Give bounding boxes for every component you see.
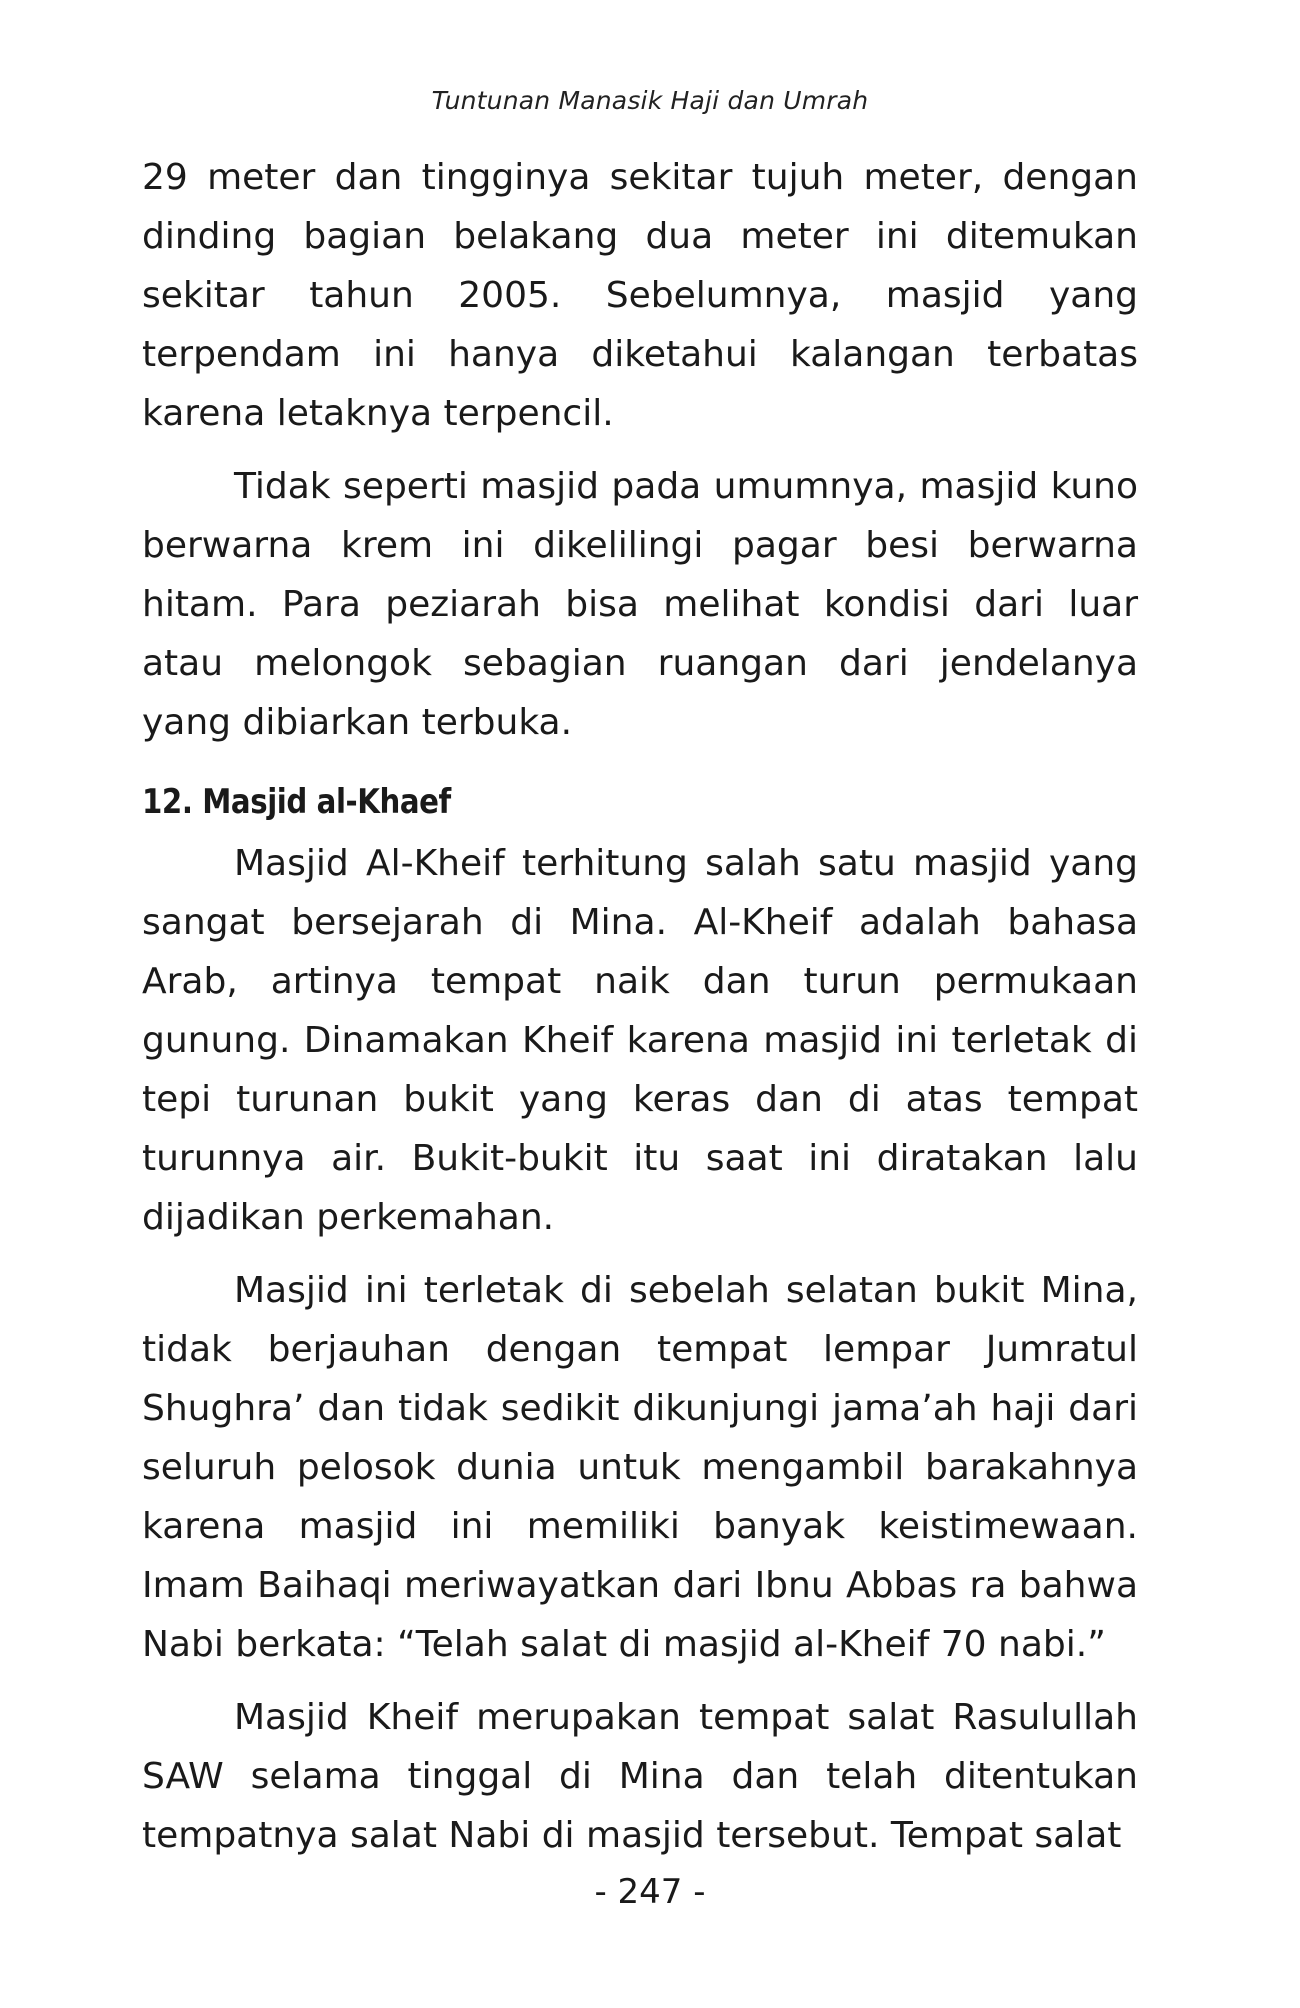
paragraph-continued: 29 meter dan tingginya sekitar tujuh meter, dengan dinding bagian belakang dua meter ini ditemukan sekitar tahun 2005. Sebelumnya, masjid yang terpendam ini hanya diketahui kalangan terbatas karena letaknya terpencil. (142, 157, 1138, 434)
section-heading: 12. Masjid al-Khaef (142, 782, 451, 822)
page-body (142, 148, 1138, 1879)
paragraph: Masjid Al-Kheif terhitung salah satu masjid yang sangat bersejarah di Mina. Al-Kheif adalah bahasa Arab, artinya tempat naik dan turun permukaan gunung. Dinamakan Kheif karena masjid ini terletak di tepi turunan bukit yang keras dan di atas tempat turunnya air. Bukit-bukit itu saat ini diratakan lalu dijadikan perkemahan. (142, 843, 1138, 1238)
paragraph: Masjid Kheif merupakan tempat salat Rasulullah SAW selama tinggal di Mina dan telah ditentukan tempatnya salat Nabi di masjid tersebut. Tempat salat (142, 1697, 1138, 1856)
paragraph: Masjid ini terletak di sebelah selatan bukit Mina, tidak berjauhan dengan tempat lempar Jumratul Shughra’ dan tidak sedikit dikunjungi jama’ah haji dari seluruh pelosok dunia untuk mengambil barakahnya karena masjid ini memiliki banyak keistimewaan. Imam Baihaqi meriwayatkan dari Ibnu Abbas ra bahwa Nabi berkata: “Telah salat di masjid al-Kheif 70 nabi.” (142, 1270, 1138, 1665)
paragraph: Tidak seperti masjid pada umumnya, masjid kuno berwarna krem ini dikelilingi pagar besi berwarna hitam. Para peziarah bisa melihat kondisi dari luar atau melongok sebagian ruangan dari jendelanya yang dibiarkan terbuka. (142, 466, 1138, 743)
running-header: Tuntunan Manasik Haji dan Umrah (431, 86, 869, 115)
page-number: - 247 - (594, 1872, 706, 1912)
